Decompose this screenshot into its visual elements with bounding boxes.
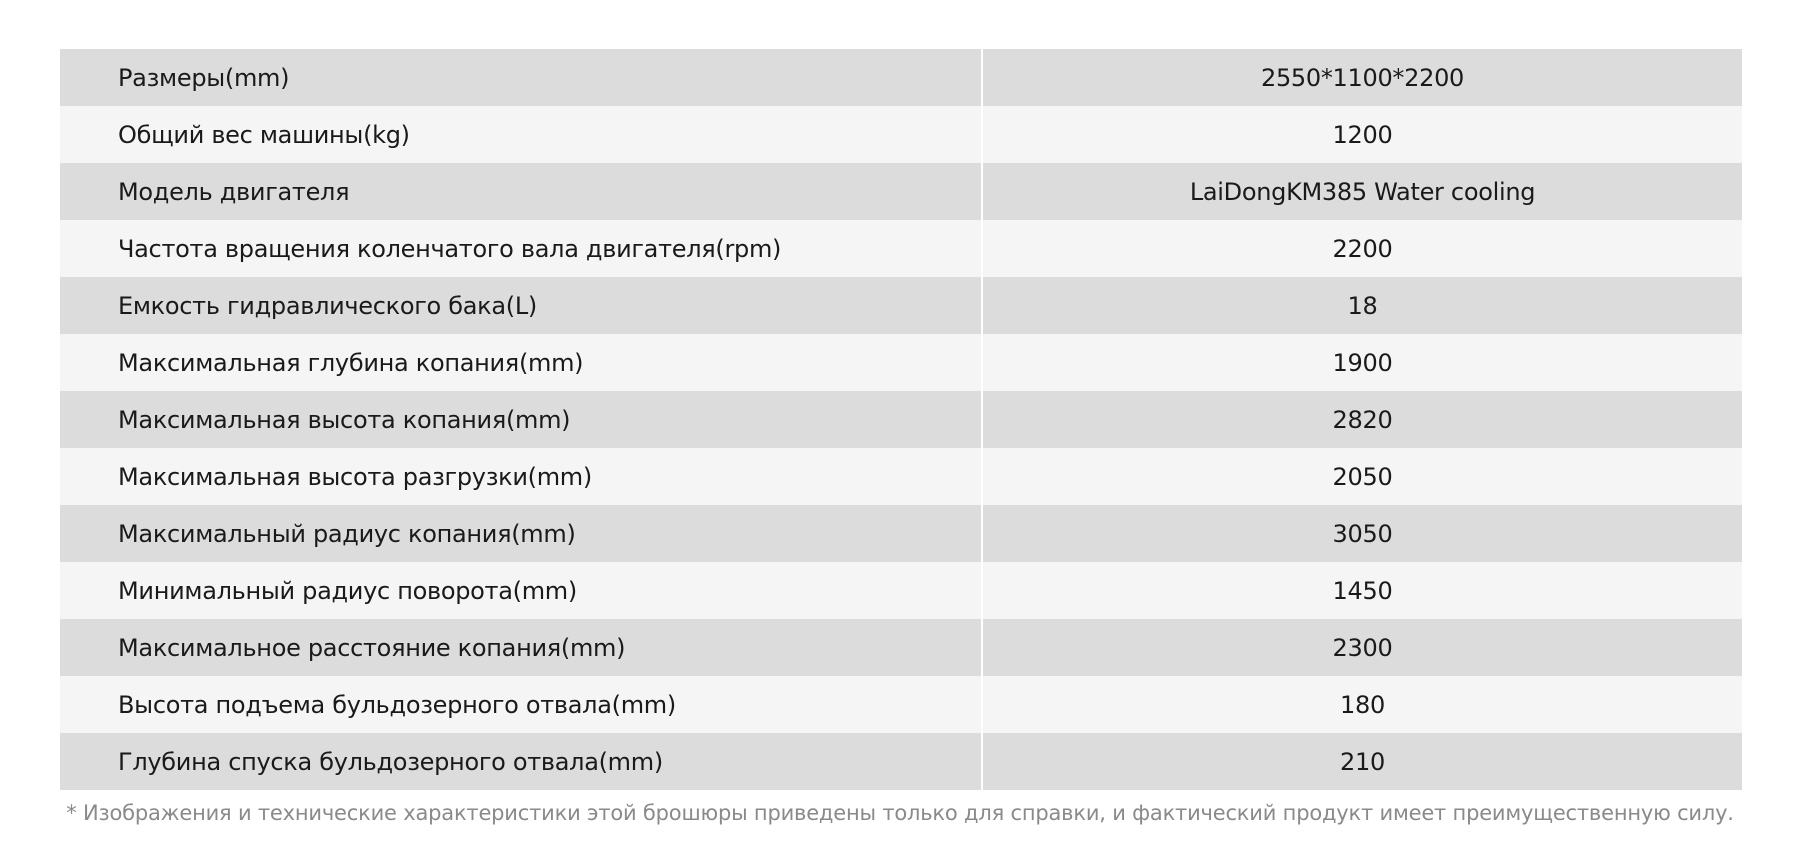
spec-row-max-dig-radius xyxy=(60,505,1742,562)
spec-value: 3050 xyxy=(982,505,1742,562)
spec-name: Емкость гидравлического бака(L) xyxy=(60,277,982,334)
spec-row-max-dump-height xyxy=(60,448,1742,505)
spec-row-max-dig-reach xyxy=(60,619,1742,676)
spec-name: Частота вращения коленчатого вала двигателя(rpm) xyxy=(60,220,982,277)
spec-name: Максимальная высота разгрузки(mm) xyxy=(60,448,982,505)
spec-value: 210 xyxy=(982,733,1742,790)
spec-row-engine-model xyxy=(60,163,1742,220)
spec-row-blade-lift-height xyxy=(60,676,1742,733)
spec-row-weight xyxy=(60,106,1742,163)
spec-name: Глубина спуска бульдозерного отвала(mm) xyxy=(60,733,982,790)
spec-name: Максимальная высота копания(mm) xyxy=(60,391,982,448)
spec-name: Размеры(mm) xyxy=(60,49,982,106)
spec-name: Высота подъема бульдозерного отвала(mm) xyxy=(60,676,982,733)
spec-value: 2820 xyxy=(982,391,1742,448)
spec-value: 2200 xyxy=(982,220,1742,277)
spec-row-max-dig-height xyxy=(60,391,1742,448)
spec-row-min-turn-radius xyxy=(60,562,1742,619)
spec-name: Максимальное расстояние копания(mm) xyxy=(60,619,982,676)
spec-row-max-dig-depth xyxy=(60,334,1742,391)
spec-table xyxy=(60,49,1742,790)
spec-value: 1900 xyxy=(982,334,1742,391)
spec-row-hydraulic-tank xyxy=(60,277,1742,334)
spec-value: 18 xyxy=(982,277,1742,334)
spec-value: 2550*1100*2200 xyxy=(982,49,1742,106)
spec-value: 180 xyxy=(982,676,1742,733)
spec-row-dimensions xyxy=(60,49,1742,106)
spec-row-blade-drop-depth xyxy=(60,733,1742,790)
spec-value: LaiDongKM385 Water cooling xyxy=(982,163,1742,220)
disclaimer-footnote: * Изображения и технические характеристики этой брошюры приведены только для справки, и фактический продукт имеет преимущественную силу. xyxy=(66,801,1734,825)
spec-name: Минимальный радиус поворота(mm) xyxy=(60,562,982,619)
spec-name: Модель двигателя xyxy=(60,163,982,220)
spec-value: 1450 xyxy=(982,562,1742,619)
spec-name: Максимальный радиус копания(mm) xyxy=(60,505,982,562)
spec-value: 1200 xyxy=(982,106,1742,163)
spec-name: Общий вес машины(kg) xyxy=(60,106,982,163)
spec-row-engine-rpm xyxy=(60,220,1742,277)
spec-table-body xyxy=(60,49,1742,790)
spec-name: Максимальная глубина копания(mm) xyxy=(60,334,982,391)
spec-value: 2050 xyxy=(982,448,1742,505)
spec-value: 2300 xyxy=(982,619,1742,676)
